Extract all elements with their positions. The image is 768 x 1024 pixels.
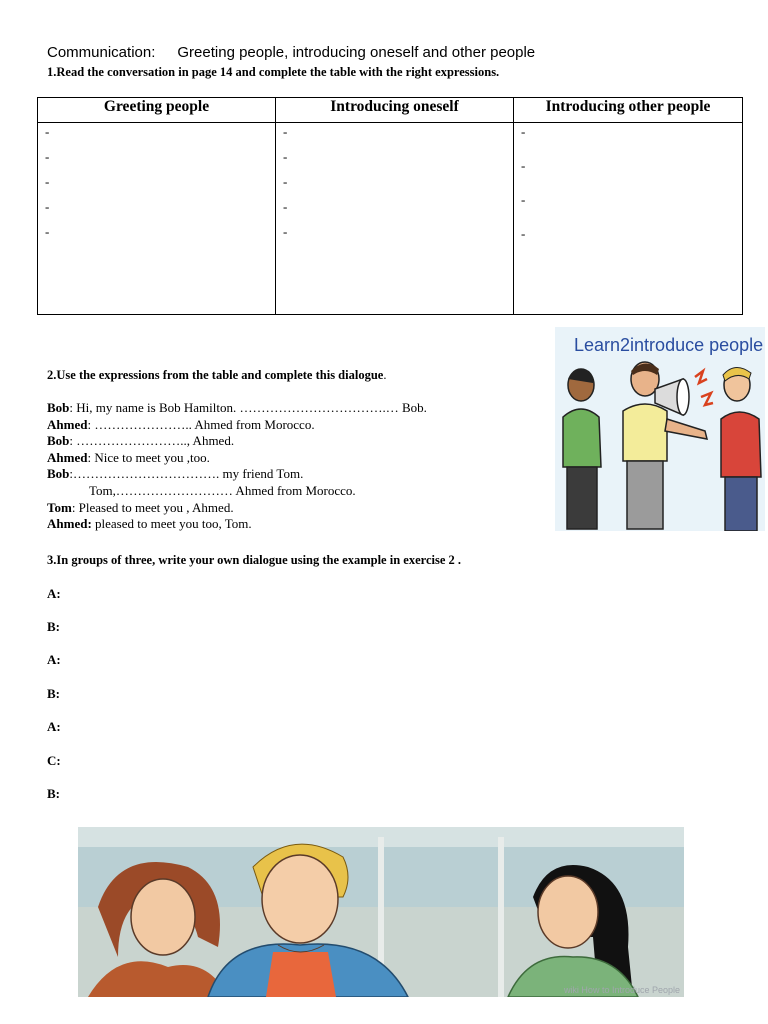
dialogue-text: : Nice to meet you ,too. xyxy=(87,449,210,465)
speaker-name: Ahmed xyxy=(47,416,88,432)
exercise-3-instruction: 3.In groups of three, write your own dialogue using the example in exercise 2 . xyxy=(47,553,462,567)
table-answer-row xyxy=(38,123,743,315)
illustration-caption: Learn2introduce people xyxy=(574,335,764,355)
dialogue-text: Tom,……………………… Ahmed from Morocco. xyxy=(89,482,356,498)
dialogue-line xyxy=(47,466,427,483)
expressions-table xyxy=(37,97,743,315)
exercise-1-instruction: 1.Read the conversation in page 14 and complete the table with the right expressions. xyxy=(47,65,500,79)
exercise-2-instruction-text: 2.Use the expressions from the table and complete this dialogue xyxy=(47,368,384,382)
dialogue-text: pleased to meet you too, Tom. xyxy=(91,516,252,532)
answer-bullet: - xyxy=(283,174,288,189)
dialogue-line-label: B: xyxy=(47,619,60,634)
dialogue-line-label: B: xyxy=(47,786,60,801)
column-header-introducing-oneself: Introducing oneself xyxy=(276,98,514,123)
learn2introduce-illustration xyxy=(555,327,765,531)
answer-bullet: - xyxy=(45,124,50,139)
speaker-name: Ahmed xyxy=(47,449,88,465)
answer-bullet: - xyxy=(45,199,50,214)
answer-bullet: - xyxy=(521,192,526,207)
dialogue-text: : Hi, my name is Bob Hamilton. …………………………….… Bob. xyxy=(69,400,427,415)
answer-bullet: - xyxy=(283,224,288,239)
dialogue-text: : Pleased to meet you , Ahmed. xyxy=(71,499,234,515)
dialogue-line-label: A: xyxy=(47,719,61,734)
exercise-2-instruction: 2.Use the expressions from the table and complete this dialogue. xyxy=(47,368,387,382)
answer-bullet: - xyxy=(521,226,526,241)
speaker-name: Bob xyxy=(47,466,70,482)
answer-bullet: - xyxy=(45,149,50,164)
worksheet-title xyxy=(47,44,535,61)
title-label: Communication: xyxy=(47,44,156,61)
dialogue-line-label: A: xyxy=(47,652,61,667)
dialogue-line xyxy=(47,400,427,417)
dialogue-line-label: A: xyxy=(47,586,61,601)
answer-bullet: - xyxy=(45,224,50,239)
column-header-introducing-others: Introducing other people xyxy=(514,98,743,123)
watermark: wiki How to Introduce People xyxy=(563,985,680,995)
answer-bullet: - xyxy=(521,124,526,139)
people-introducing-icon xyxy=(78,827,684,997)
dialogue-line xyxy=(47,500,427,517)
dialogue-text: : ………………….. Ahmed from Morocco. xyxy=(87,416,315,432)
greeting-answer-cell[interactable] xyxy=(38,123,276,315)
answer-bullet: - xyxy=(283,124,288,139)
speaker-name: Bob xyxy=(47,400,70,415)
dialogue-line-label: C: xyxy=(47,753,61,768)
three-people-introduction-icon xyxy=(555,327,765,531)
dialogue-line xyxy=(47,417,427,434)
title-topic: Greeting people, introducing oneself and other people xyxy=(177,44,536,61)
column-header-greeting: Greeting people xyxy=(38,98,276,123)
introducing-others-answer-cell[interactable] xyxy=(514,123,743,315)
dialogue-line xyxy=(47,516,427,533)
answer-bullet: - xyxy=(283,149,288,164)
answer-bullet: - xyxy=(521,158,526,173)
dialogue-line xyxy=(47,450,427,467)
introduction-scene-illustration xyxy=(78,827,684,997)
dialogue-line-label: B: xyxy=(47,686,60,701)
speaker-name: Tom xyxy=(47,499,72,515)
dialogue xyxy=(47,400,427,533)
introducing-oneself-answer-cell[interactable] xyxy=(276,123,514,315)
dialogue-line xyxy=(47,483,427,500)
speaker-name: Bob xyxy=(47,433,70,449)
answer-bullet: - xyxy=(45,174,50,189)
dialogue-line xyxy=(47,433,427,450)
dialogue-text: :……………………………. my friend Tom. xyxy=(69,466,304,482)
speaker-name: Ahmed: xyxy=(47,516,92,532)
answer-bullet: - xyxy=(283,199,288,214)
table-header-row xyxy=(38,98,743,123)
dialogue-text: : …………………….., Ahmed. xyxy=(69,433,235,449)
